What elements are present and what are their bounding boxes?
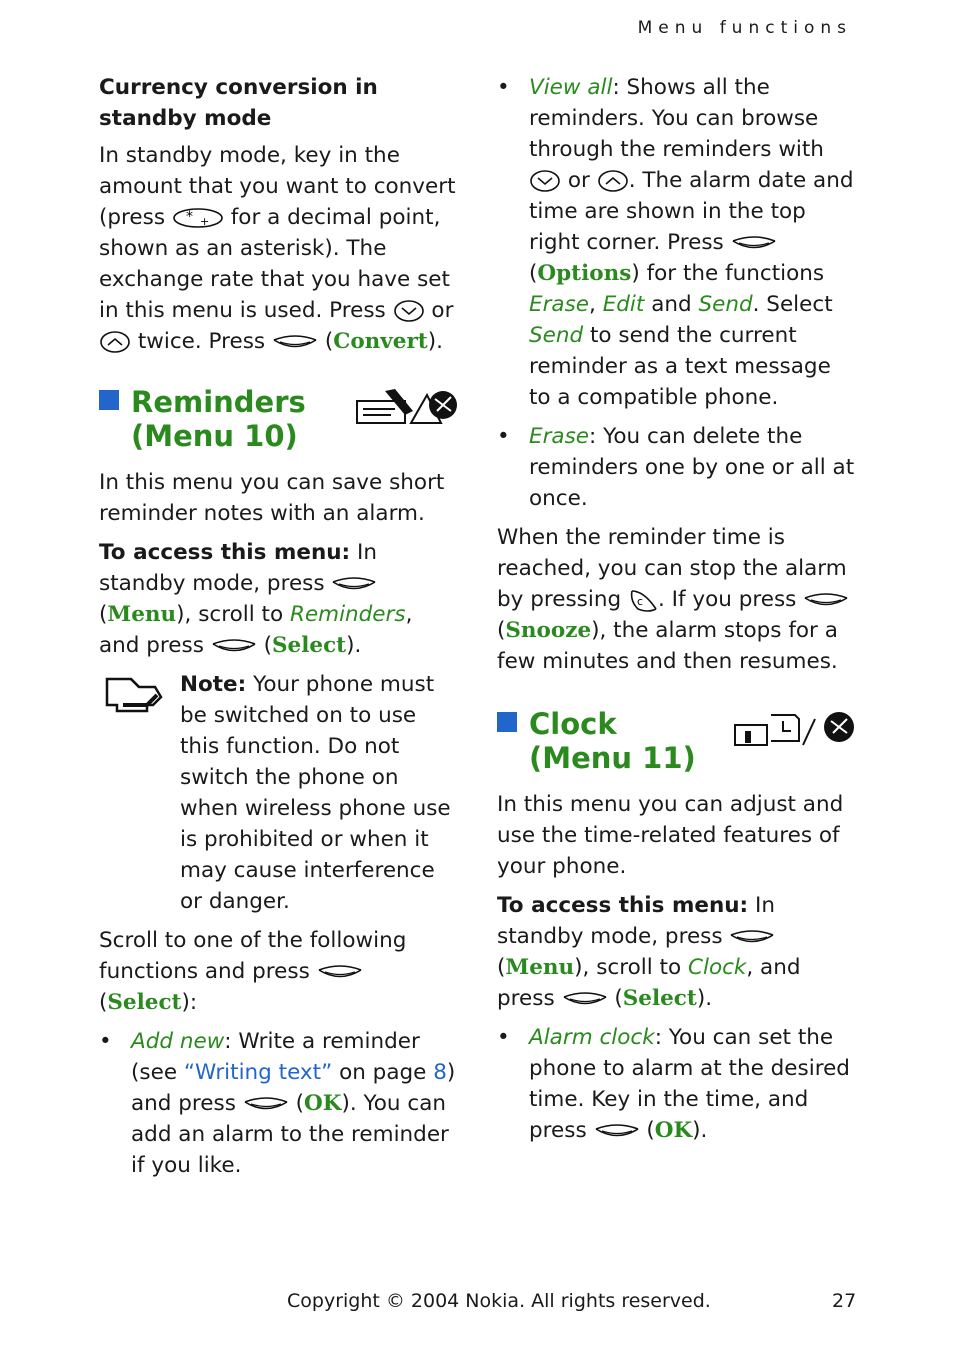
clear-key-icon [628,587,658,613]
function-name: Add new [131,1029,225,1054]
convert-softkey: Convert [333,329,428,354]
function-name: Alarm clock [529,1025,655,1050]
function-name: View all [529,75,613,100]
text-span: . The alarm date and time are shown in the top right corner. Press [529,168,854,255]
selection-key-icon [243,1095,289,1113]
text-span: to send the current reminder as a text message to a compatible phone. [529,323,831,410]
scroll-up-icon [597,169,629,193]
scroll-instruction: Scroll to one of the following functions and press (Select): [99,928,407,1015]
text-span: When the reminder time is reached, you can stop the alarm by pressing [497,525,847,612]
list-item-erase [497,421,857,514]
scroll-down-icon [393,299,425,323]
reminders-section-heading [99,385,459,453]
star-key-icon [172,207,224,229]
function-name: Erase [529,292,590,317]
text-span: for the functions [646,261,825,286]
bullet: • [497,1025,510,1050]
list-item-alarm-clock: • Alarm clock: You can set the phone to alarm at the desired time. Key in the time, and press (OK). [497,1022,857,1146]
text-span: on page [339,1060,427,1085]
clock-function-list [497,1022,857,1146]
copyright-text: Copyright © 2004 Nokia. All rights reserved. [287,1290,711,1312]
title-line: (Menu 10) [131,419,298,453]
selection-key-icon [272,333,318,351]
list-item-add-new: • Add new: Write a reminder (see “Writing text” on page 8) and press (OK). You can add an alarm to the reminder if you like. [99,1026,459,1181]
currency-subheading: Currency conversion in standby mode [99,75,378,131]
currency-paragraph: In standby mode, key in the amount that you want to convert (press * + for a decimal point, shown as an asterisk). The exchange rate that you have set in this menu is used. Press or twice. Press (Convert). [99,143,456,354]
options-softkey: Options [537,261,632,286]
bullet: • [99,1029,112,1054]
text-span: or [567,168,590,193]
select-softkey: Select [272,633,347,658]
reminders-menu-icon [355,387,459,427]
selection-key-icon [731,234,777,252]
text-span: Scroll to one of the following functions and press [99,928,407,984]
writing-text-link[interactable]: “Writing text” [183,1060,333,1085]
text-span: , scroll to [184,602,284,627]
page-number: 27 [832,1290,857,1312]
list-item-view-all: • View all: Shows all the reminders. You can browse through the reminders with or . The alarm date and time are shown in the top right corner. Press (Options) for the functions Erase, Edit and Send. Select Send to send the current reminder as a text message to a compatible phone. [497,72,857,413]
svg-text:c: c [636,595,644,608]
text-span: : You can set the phone to alarm at the desired time. Key in the time, and press [529,1025,850,1143]
reminders-intro: In this menu you can save short reminder notes with an alarm. [99,470,445,526]
svg-text:*: * [185,209,193,225]
text-span: ) and press [131,1060,456,1116]
selection-key-icon [317,963,363,981]
text-span: or [431,298,454,323]
selection-key-icon [729,928,775,946]
menu-item-name: Clock [687,955,747,980]
function-name: Send [698,292,753,317]
text-span: and [651,292,692,317]
clock-access: To access this menu: In standby mode, press (Menu), scroll to Clock, and press (Select). [497,893,801,1011]
function-name: Send [529,323,584,348]
scroll-up-icon [99,330,131,354]
text-span: . If you press [657,587,797,612]
text-span: : Write a reminder (see [131,1029,420,1085]
function-name: Erase [529,424,590,449]
selection-key-icon [594,1122,640,1140]
text-span: In standby mode, press [497,893,775,949]
select-softkey: Select [107,990,182,1015]
clock-menu-icon [733,709,857,749]
blue-square-marker [99,390,119,410]
title-line: Clock [529,707,617,741]
title-line: Reminders [131,385,306,419]
text-span: ). You can add an alarm to the reminder if you like. [131,1091,449,1178]
running-header: Menu functions [637,18,852,38]
title-line: (Menu 11) [529,741,696,775]
function-name: Edit [602,292,645,317]
label: To access this menu: [497,893,749,918]
scroll-down-icon [529,169,561,193]
selection-key-icon [211,637,257,655]
menu-softkey: Menu [505,955,575,980]
note-box [99,669,459,917]
left-column [99,72,459,1189]
text-span: twice. Press [137,329,266,354]
clock-intro: In this menu you can adjust and use the time-related features of your phone. [497,792,844,879]
ok-softkey: OK [654,1118,693,1143]
bullet: • [497,75,510,100]
text-span: . Select [752,292,833,317]
selection-key-icon [803,591,849,609]
text-span: for a decimal point, shown as an asterisk). The exchange rate that you have set in this menu is used. Press [99,205,450,323]
page-link[interactable]: 8 [433,1060,447,1085]
snooze-softkey: Snooze [505,618,592,643]
selection-key-icon [562,990,608,1008]
clock-section-heading [497,707,857,775]
blue-square-marker [497,712,517,732]
text-span: In standby mode, key in the amount that you want to convert (press [99,143,456,230]
note-text: Your phone must be switched on to use this function. Do not switch the phone on when wireless phone use is prohibited or when it may cause interference or danger. [180,672,451,914]
svg-text:+: + [199,215,210,228]
menu-softkey: Menu [107,602,177,627]
bullet: • [497,424,510,449]
text-span: : You can delete the reminders one by one or all at once. [529,424,855,511]
right-column [497,72,857,1154]
text-span: : Shows all the reminders. You can browse through the reminders with [529,75,824,162]
select-softkey: Select [622,986,697,1011]
text-span: , scroll to [582,955,682,980]
text-span: In standby mode, press [99,540,377,596]
text-span: , and press [497,955,801,1011]
reminders-function-list-cont [497,72,857,514]
reminders-access: To access this menu: In standby mode, press (Menu), scroll to Reminders, and press (Select). [99,540,413,658]
text-span: , and press [99,602,413,658]
ok-softkey: OK [304,1091,342,1116]
note-hand-icon [103,675,163,715]
reminders-function-list [99,1026,459,1181]
alarm-paragraph: When the reminder time is reached, you can stop the alarm by pressing c . If you press (Snooze), the alarm stops for a few minutes and then resumes. [497,522,857,677]
selection-key-icon [331,575,377,593]
note-label: Note: [180,672,247,697]
menu-item-name: Reminders [289,602,406,627]
label: To access this menu: [99,540,351,565]
text-span: ), the alarm stops for a few minutes and then resumes. [497,618,838,674]
